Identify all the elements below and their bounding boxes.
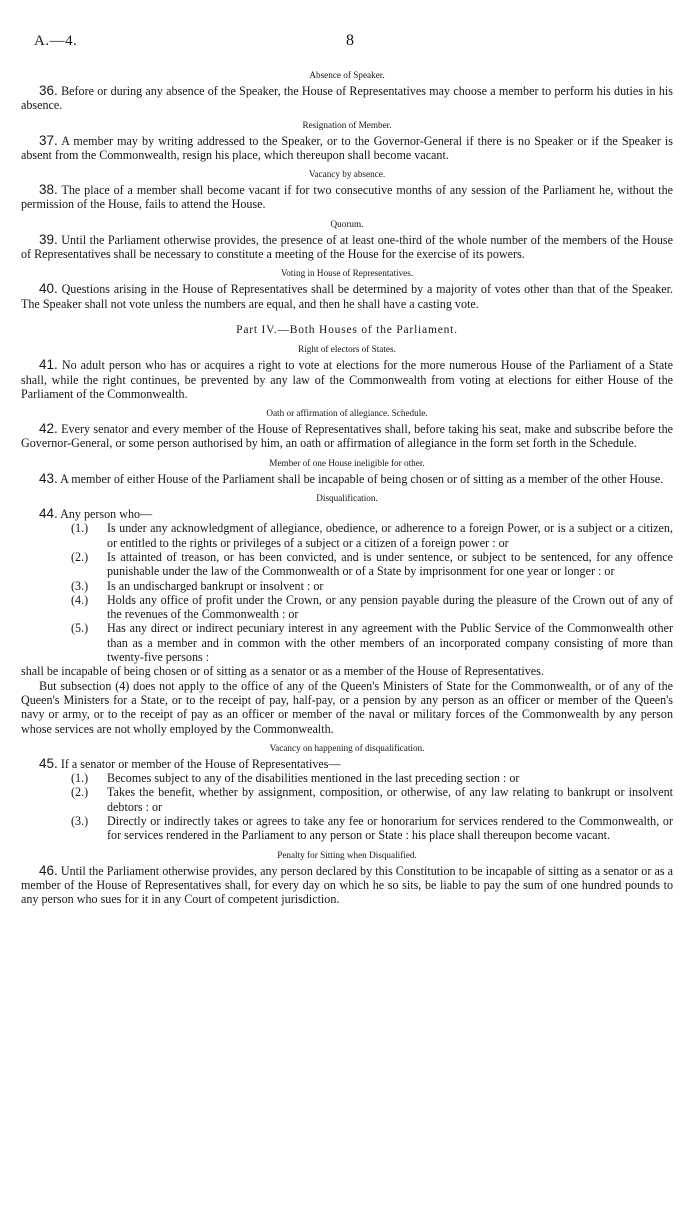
section-lead: Any person who— xyxy=(60,507,153,522)
section-number: 36. xyxy=(39,83,58,98)
item-text: Becomes subject to any of the disabilities mentioned in the last preceding section : or xyxy=(107,771,520,786)
subsection-list xyxy=(21,771,673,842)
section-tail: shall be incapable of being chosen or of sitting as a senator or as a member of the House of Representatives. xyxy=(21,664,544,679)
item-text: Is an undischarged bankrupt or insolvent : or xyxy=(107,578,324,593)
marginal-note: Resignation of Member. xyxy=(302,119,392,130)
section-41 xyxy=(21,358,673,401)
paper-reference: A.—4. xyxy=(34,33,78,49)
item-label: (2.) xyxy=(71,785,89,800)
item-label: (1.) xyxy=(71,521,89,536)
section-text: A member may by writing addressed to the Speaker, or to the Governor-General if there is no Speaker or if the Speaker is absent from the Commonwealth, resign his place, which thereupon shall become vacant. xyxy=(21,133,673,162)
section-text: No adult person who has or acquires a right to vote at elections for the more numerous House of the Parliament of a State shall, while the right continues, be prevented by any law of the Commonwealth from voting at elections for either House of the Parliament of the Commonwealth. xyxy=(21,358,673,401)
section-37 xyxy=(21,134,673,163)
section-46 xyxy=(21,864,673,907)
item-label: (5.) xyxy=(71,621,89,636)
marginal-note: Penalty for Sitting when Disqualified. xyxy=(277,849,417,860)
item-text: Is under any acknowledgment of allegiance, obedience, or adherence to a foreign Power, or is a subject or a citizen, or entitled to the rights or privileges of a subject or a citizen of a foreign power : or xyxy=(107,521,673,550)
page-number: 8 xyxy=(346,32,354,49)
section-45 xyxy=(21,757,673,771)
section-number: 46. xyxy=(39,862,58,878)
section-proviso: But subsection (4) does not apply to the office of any of the Queen's Ministers of State for the Commonwealth, or of any of the Queen's Ministers for a State, or to the receipt of pay, half-pay, or a pension by any person as an officer or member of the Queen's navy or army, or to the receipt of pay as an officer or member of the naval or military forces of the Commonwealth by any person whose services are not wholly employed by the Commonwealth. xyxy=(21,678,673,736)
section-text: The place of a member shall become vacant if for two consecutive months of any session of the Parliament he, without the permission of the House, fails to attend the House. xyxy=(21,183,673,212)
item-text: Takes the benefit, whether by assignment, composition, or otherwise, of any law relating to bankrupt or insolvent debtors : or xyxy=(107,785,673,814)
marginal-note: Right of electors of States. xyxy=(298,344,396,355)
item-label: (3.) xyxy=(71,813,89,828)
section-number: 41. xyxy=(39,357,58,373)
section-36 xyxy=(21,84,673,113)
section-38 xyxy=(21,183,673,212)
list-item xyxy=(71,521,673,550)
section-number: 43. xyxy=(39,470,58,486)
list-item xyxy=(71,578,673,593)
marginal-note: Member of one House ineligible for other. xyxy=(269,457,425,468)
section-number: 44. xyxy=(39,506,58,522)
section-number: 42. xyxy=(39,421,58,437)
item-label: (4.) xyxy=(71,592,89,607)
item-label: (2.) xyxy=(71,549,89,564)
list-item xyxy=(71,592,673,622)
section-text: Before or during any absence of the Speaker, the House of Representatives may choose a member to perform his duties in his absence. xyxy=(21,84,673,113)
section-number: 40. xyxy=(39,281,58,297)
list-item xyxy=(71,785,673,814)
marginal-note: Vacancy on happening of disqualification. xyxy=(269,742,425,753)
marginal-note: Vacancy by absence. xyxy=(308,169,386,180)
document-body xyxy=(21,70,673,906)
section-text: Until the Parliament otherwise provides, the presence of at least one-third of the whole number of the members of the House of Representatives shall be necessary to constitute a meeting of the House for the exercise of its powers. xyxy=(21,232,674,262)
item-text: Has any direct or indirect pecuniary interest in any agreement with the Public Service of the Commonwealth other than as a member and in common with the other members of an incorporated company consisting of more than twenty-five persons : xyxy=(107,621,673,665)
part-heading: Part IV.—Both Houses of the Parliament. xyxy=(236,323,458,336)
section-text: Questions arising in the House of Representatives shall be determined by a majority of votes other than that of the Speaker. The Speaker shall not vote unless the numbers are equal, and then he shall have a casting vote. xyxy=(21,282,673,311)
item-label: (1.) xyxy=(71,771,89,786)
list-item xyxy=(71,549,673,579)
marginal-note: Quorum. xyxy=(330,218,364,229)
item-text: Directly or indirectly takes or agrees to take any fee or honorarium for services rendered to the Commonwealth, or for services rendered in the Parliament to any person or State : his place shall thereupon become vacant. xyxy=(107,813,673,843)
section-lead: If a senator or member of the House of Representatives— xyxy=(60,756,341,771)
section-number: 45. xyxy=(39,755,58,771)
marginal-note: Disqualification. xyxy=(316,493,378,504)
section-39 xyxy=(21,233,673,262)
section-text: A member of either House of the Parliament shall be incapable of being chosen or of sitting as a member of the other House. xyxy=(60,471,664,486)
list-item xyxy=(71,621,673,665)
section-number: 38. xyxy=(39,182,58,198)
section-number: 39. xyxy=(39,231,58,247)
section-44 xyxy=(21,507,673,521)
marginal-note: Voting in House of Representatives. xyxy=(280,268,414,279)
subsection-list xyxy=(21,521,673,664)
section-43 xyxy=(21,472,673,486)
section-40 xyxy=(21,282,673,311)
item-text: Holds any office of profit under the Crown, or any pension payable during the pleasure of the Crown out of any of the revenues of the Commonwealth : or xyxy=(107,592,673,622)
section-text: Every senator and every member of the House of Representatives shall, before taking his seat, make and subscribe before the Governor-General, or some person authorised by him, an oath or affirmation of allegiance in the form set forth in the Schedule. xyxy=(21,422,673,451)
marginal-note: Oath or affirmation of allegiance. Schedule. xyxy=(266,408,428,419)
section-number: 37. xyxy=(39,132,58,148)
section-text: Until the Parliament otherwise provides, any person declared by this Constitution to be incapable of sitting as a senator or as a member of the House of Representatives shall, for every day on which he so sits, be liable to pay the sum of one hundred pounds to any person who sues for it in any Court of competent jurisdiction. xyxy=(21,863,673,907)
item-label: (3.) xyxy=(71,578,89,593)
list-item xyxy=(71,813,673,843)
section-42 xyxy=(21,422,673,451)
item-text: Is attainted of treason, or has been convicted, and is under sentence, or subject to be sentenced, for any offence punishable under the law of the Commonwealth or of a State by imprisonment for one year or longer : or xyxy=(107,549,673,579)
marginal-note: Absence of Speaker. xyxy=(309,70,385,80)
list-item xyxy=(71,771,673,786)
